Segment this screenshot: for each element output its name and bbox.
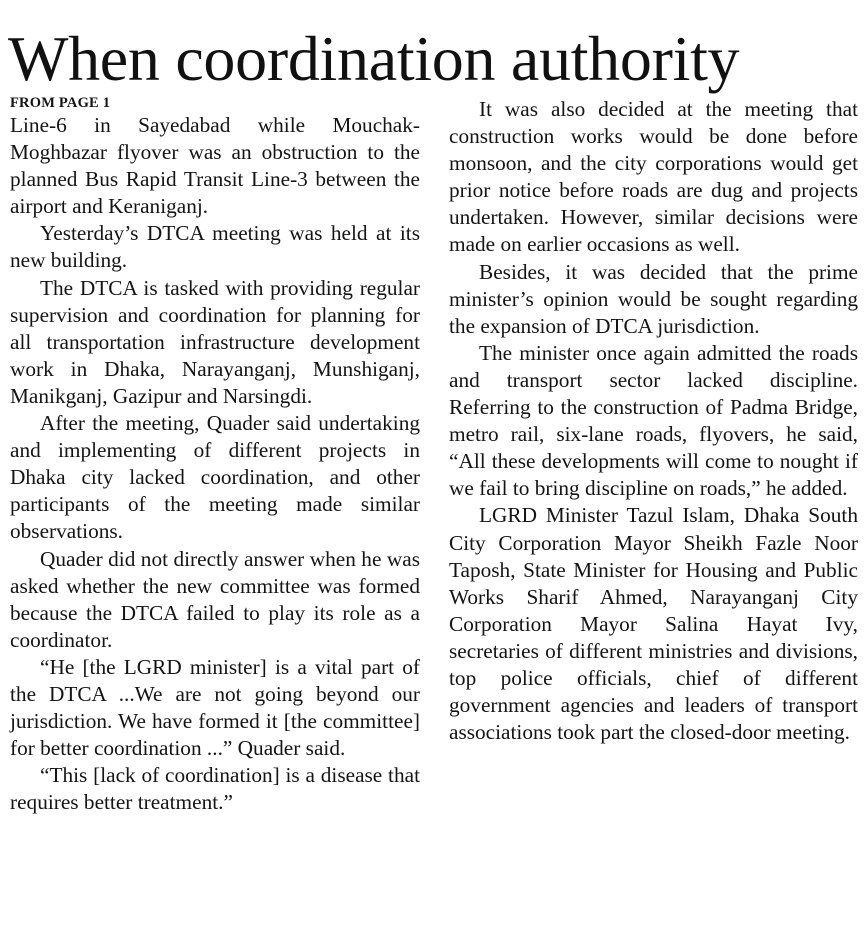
paragraph: The minister once again admitted the roads and transport sector lacked discipline. Referring to the construction of Padma Bridge, metro rail, six-lane roads, flyovers, he said, “All these developments will come to nought if we fail to bring discipline on roads,” he added. — [449, 340, 858, 501]
paragraph: Besides, it was decided that the prime minister’s opinion would be sought regarding the expansion of DTCA jurisdiction. — [449, 259, 858, 338]
paragraph: After the meeting, Quader said undertaking and implementing of different projects in Dhaka city lacked coordination, and other participants of the meeting made similar observations. — [10, 411, 420, 544]
article-column-right — [449, 96, 858, 746]
paragraph: “This [lack of coordination] is a disease that requires better treatment.” — [10, 763, 420, 815]
headline: When coordination authority — [8, 23, 740, 94]
article-column-left — [10, 96, 420, 816]
paragraph: Quader did not directly answer when he was asked whether the new committee was formed because the DTCA failed to play its role as a coordinator. — [10, 546, 420, 652]
paragraph: Line-6 in Sayedabad while Mouchak-Moghbazar flyover was an obstruction to the planned Bus Rapid Transit Line-3 between the airport and Keraniganj. — [10, 113, 420, 219]
paragraph: It was also decided at the meeting that construction works would be done before monsoon, and the city corporations would get prior notice before roads are dug and projects undertaken. However, similar decisions were made on earlier occasions as well. — [449, 97, 858, 257]
paragraph: Yesterday’s DTCA meeting was held at its new building. — [10, 221, 420, 273]
paragraph: “He [the LGRD minister] is a vital part of the DTCA ...We are not going beyond our jurisdiction. We have formed it [the committee] for better coordination ...” Quader said. — [10, 654, 420, 761]
paragraph: The DTCA is tasked with providing regular supervision and coordination for planning for all transportation infrastructure development work in Dhaka, Narayanganj, Munshiganj, Manikganj, Gazipur and Narsingdi. — [10, 275, 420, 408]
paragraph: LGRD Minister Tazul Islam, Dhaka South City Corporation Mayor Sheikh Fazle Noor Taposh, State Minister for Housing and Public Works Sharif Ahmed, Narayanganj City Corporation Mayor Salina Hayat Ivy, secretaries of different ministries and divisions, top police officials, chief of different government agencies and leaders of transport associations took part the closed-door meeting. — [449, 503, 858, 745]
jump-kicker: FROM PAGE 1 — [10, 95, 111, 111]
